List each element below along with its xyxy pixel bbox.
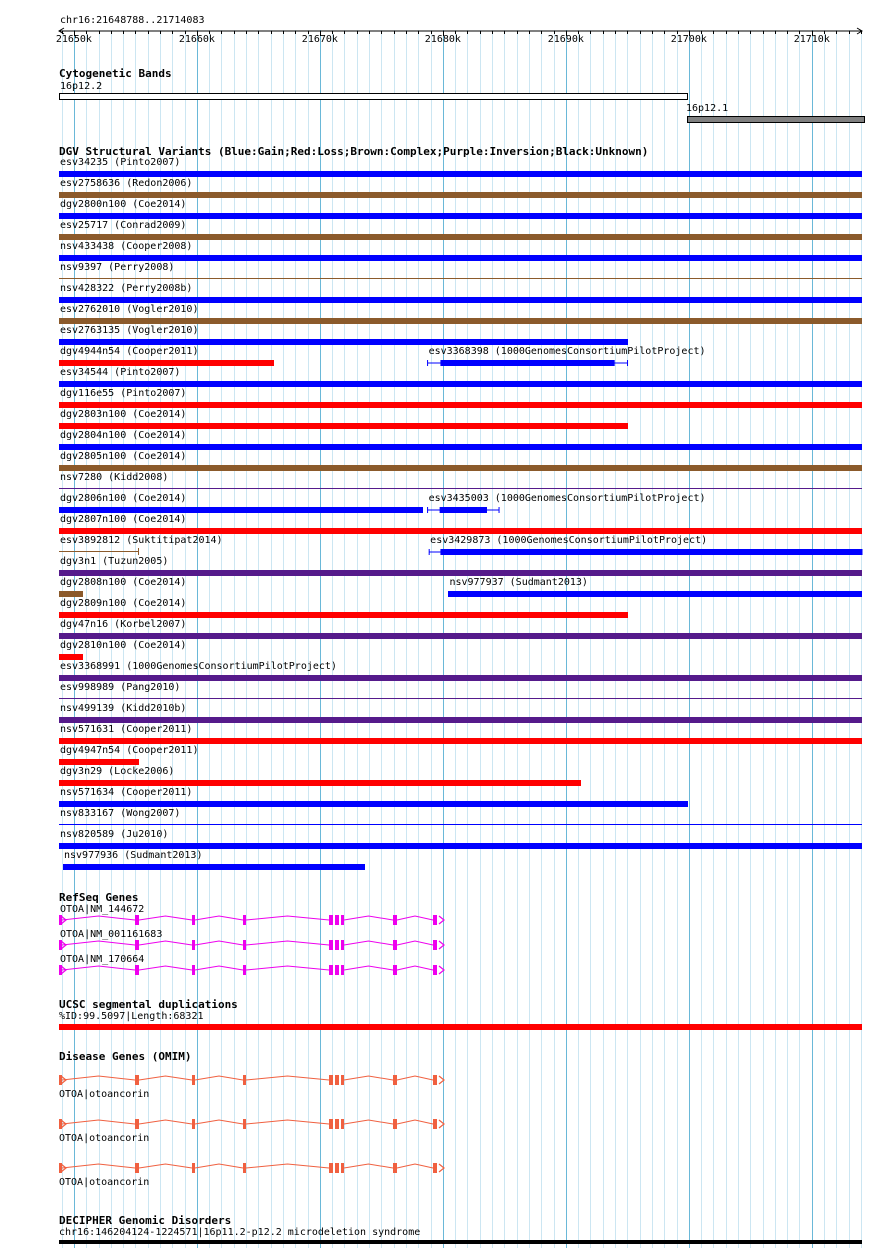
gene-exon [329, 940, 333, 950]
gene-intron [62, 916, 135, 920]
variant-bar[interactable] [448, 591, 862, 597]
gene-exon [243, 940, 246, 950]
gene-intron [195, 1164, 243, 1168]
gene-exon [341, 1075, 344, 1085]
gene-exon [329, 1163, 333, 1173]
gene-intron [139, 1120, 192, 1124]
gene-exon [135, 1163, 139, 1173]
gene-intron [62, 1076, 135, 1080]
variant-label: esv2762010 (Vogler2010) [60, 304, 199, 315]
variant-bar[interactable] [59, 528, 862, 534]
variant-bar[interactable] [59, 570, 862, 576]
gene-intron [139, 966, 192, 970]
gene-intron [62, 1120, 135, 1124]
strand-arrow-icon [439, 1076, 444, 1084]
gene-intron [246, 966, 329, 970]
variant-label: esv25717 (Conrad2009) [60, 220, 187, 231]
variant-label: nsv428322 (Perry2008b) [60, 283, 193, 294]
decipher-label: chr16:146204124-1224571|16p11.2-p12.2 microdeletion syndrome [59, 1227, 421, 1238]
gene-exon [243, 1163, 246, 1173]
cytoband-16p12-1[interactable] [687, 116, 865, 123]
variant-bar[interactable] [59, 675, 862, 681]
gene-intron [246, 1164, 329, 1168]
variant-bar[interactable] [59, 318, 862, 324]
variant-bar[interactable] [59, 234, 862, 240]
ruler-axis [0, 0, 890, 60]
gene-intron [397, 916, 433, 920]
strand-arrow-icon [439, 941, 444, 949]
refseq-gene-model[interactable] [0, 938, 890, 952]
ruler-tick-label: 21660k [178, 34, 215, 45]
variant-label: dgv2804n100 (Coe2014) [60, 430, 187, 441]
variant-bar-thin[interactable] [59, 698, 862, 699]
variant-label: dgv4944n54 (Cooper2011) [60, 346, 199, 357]
variant-bar[interactable] [63, 864, 365, 870]
gene-exon [393, 965, 397, 975]
segdup-feature[interactable] [59, 1024, 862, 1030]
ruler-tick-label: 21680k [424, 34, 461, 45]
gene-label: OTOA|NM_001161683 [60, 929, 163, 940]
variant-bar-thin[interactable] [59, 278, 862, 279]
gene-intron [397, 1164, 433, 1168]
variant-bar[interactable] [59, 801, 688, 807]
strand-arrow-icon [439, 1120, 444, 1128]
variant-label: nsv977937 (Sudmant2013) [449, 577, 588, 588]
gene-exon [192, 915, 195, 925]
gene-intron [195, 1120, 243, 1124]
gene-exon [329, 1119, 333, 1129]
variant-label: dgv2805n100 (Coe2014) [60, 451, 187, 462]
gene-exon [433, 1119, 437, 1129]
track-title-decipher: DECIPHER Genomic Disorders [59, 1214, 232, 1227]
gene-intron [246, 1076, 329, 1080]
gene-label: OTOA|NM_170664 [60, 954, 145, 965]
gene-exon [135, 915, 139, 925]
gene-intron [195, 1076, 243, 1080]
gene-exon [192, 1163, 195, 1173]
variant-bar-thin[interactable] [59, 488, 862, 489]
gene-exon [433, 1075, 437, 1085]
variant-label: esv3368398 (1000GenomesConsortiumPilotProject) [428, 346, 706, 357]
variant-bar[interactable] [59, 654, 83, 660]
gene-exon [341, 940, 344, 950]
gene-exon [341, 1119, 344, 1129]
variant-bar[interactable] [59, 255, 862, 261]
gene-exon [335, 915, 339, 925]
gene-intron [62, 941, 135, 945]
gene-label: OTOA|otoancorin [59, 1089, 150, 1100]
gene-intron [139, 1076, 192, 1080]
gene-exon [329, 915, 333, 925]
gene-intron [344, 1164, 393, 1168]
gene-label: OTOA|NM_144672 [60, 904, 145, 915]
ruler-tick-label: 21700k [670, 34, 707, 45]
variant-label: esv2758636 (Redon2006) [60, 178, 193, 189]
variant-label: dgv2808n100 (Coe2014) [60, 577, 187, 588]
gene-exon [135, 1075, 139, 1085]
variant-label: nsv9397 (Perry2008) [60, 262, 175, 273]
gene-exon [329, 965, 333, 975]
gene-label: OTOA|otoancorin [59, 1177, 150, 1188]
gene-exon [192, 940, 195, 950]
variant-bar[interactable] [59, 444, 862, 450]
gene-intron [397, 1076, 433, 1080]
variant-segment [440, 549, 862, 555]
variant-label: dgv2807n100 (Coe2014) [60, 514, 187, 525]
track-title-omim: Disease Genes (OMIM) [59, 1050, 192, 1063]
variant-label: esv3429873 (1000GenomesConsortiumPilotProject) [430, 535, 708, 546]
variant-segment [440, 360, 614, 366]
gene-exon [335, 1163, 339, 1173]
gene-exon [335, 965, 339, 975]
variant-bar[interactable] [59, 759, 139, 765]
gene-intron [344, 1120, 393, 1124]
variant-bar-thin[interactable] [59, 824, 862, 825]
gene-exon [341, 1163, 344, 1173]
gene-intron [139, 916, 192, 920]
variant-label: nsv833167 (Wong2007) [60, 808, 181, 819]
variant-bar[interactable] [59, 423, 628, 429]
variant-label: nsv433438 (Cooper2008) [60, 241, 193, 252]
gene-exon [192, 965, 195, 975]
track-title-dgv: DGV Structural Variants (Blue:Gain;Red:Loss;Brown:Complex;Purple:Inversion;Black:Unknown) [59, 145, 649, 158]
gene-exon [433, 915, 437, 925]
gene-exon [433, 1163, 437, 1173]
variant-label: dgv2810n100 (Coe2014) [60, 640, 187, 651]
gene-exon [135, 940, 139, 950]
variant-label: nsv977936 (Sudmant2013) [64, 850, 203, 861]
track-title-segdup: UCSC segmental duplications [59, 998, 238, 1011]
gene-intron [195, 916, 243, 920]
strand-arrow-icon [439, 966, 444, 974]
variant-label: esv3435003 (1000GenomesConsortiumPilotProject) [428, 493, 706, 504]
variant-label: nsv571634 (Cooper2011) [60, 787, 193, 798]
gene-label: OTOA|otoancorin [59, 1133, 150, 1144]
variant-label: esv34544 (Pinto2007) [60, 367, 181, 378]
gene-exon [393, 915, 397, 925]
variant-label: esv3892812 (Suktitipat2014) [60, 535, 223, 546]
variant-label: dgv116e55 (Pinto2007) [60, 388, 187, 399]
variant-bar[interactable] [59, 297, 862, 303]
variant-bar[interactable] [59, 843, 862, 849]
variant-label: dgv3n29 (Locke2006) [60, 766, 175, 777]
strand-arrow-icon [439, 1164, 444, 1172]
omim-gene-model[interactable] [0, 1117, 890, 1131]
decipher-feature[interactable] [59, 1240, 862, 1244]
cytoband-label: 16p12.1 [686, 103, 729, 114]
ruler-tick-label: 21650k [55, 34, 92, 45]
variant-label: dgv47n16 (Korbel2007) [60, 619, 187, 630]
variant-bar[interactable] [59, 717, 862, 723]
gene-exon [243, 1075, 246, 1085]
gene-exon [335, 940, 339, 950]
ruler-chrom-label: chr16:21648788..21714083 [60, 15, 205, 26]
gene-exon [243, 915, 246, 925]
gene-intron [246, 1120, 329, 1124]
gene-intron [397, 1120, 433, 1124]
refseq-gene-model[interactable] [0, 913, 890, 927]
gene-intron [195, 966, 243, 970]
variant-bar[interactable] [59, 780, 581, 786]
gene-intron [139, 1164, 192, 1168]
variant-label: nsv7280 (Kidd2008) [60, 472, 169, 483]
gene-intron [62, 1164, 135, 1168]
variant-label: esv2763135 (Vogler2010) [60, 325, 199, 336]
gene-exon [433, 940, 437, 950]
gene-exon [335, 1075, 339, 1085]
variant-bar[interactable] [59, 213, 862, 219]
variant-bar[interactable] [59, 171, 862, 177]
variant-bar[interactable] [59, 192, 862, 198]
gene-exon [192, 1075, 195, 1085]
gene-exon [393, 1163, 397, 1173]
variant-segment [440, 507, 487, 513]
variant-label: nsv571631 (Cooper2011) [60, 724, 193, 735]
gene-intron [397, 966, 433, 970]
gene-intron [195, 941, 243, 945]
gene-exon [192, 1119, 195, 1129]
cytoband-16p12-2[interactable] [59, 93, 688, 100]
gene-intron [344, 941, 393, 945]
variant-label: esv998989 (Pang2010) [60, 682, 181, 693]
variant-bar[interactable] [59, 381, 862, 387]
gene-exon [243, 965, 246, 975]
variant-label: esv3368991 (1000GenomesConsortiumPilotProject) [60, 661, 337, 672]
gene-intron [62, 966, 135, 970]
variant-bar[interactable] [59, 402, 862, 408]
track-title-cytoband: Cytogenetic Bands [59, 67, 172, 80]
ruler-tick-label: 21710k [793, 34, 830, 45]
gene-exon [135, 1119, 139, 1129]
variant-label: dgv2806n100 (Coe2014) [60, 493, 187, 504]
gene-intron [344, 916, 393, 920]
variant-label: dgv2809n100 (Coe2014) [60, 598, 187, 609]
gene-intron [344, 1076, 393, 1080]
gene-exon [433, 965, 437, 975]
variant-label: nsv820589 (Ju2010) [60, 829, 169, 840]
variant-bar[interactable] [59, 738, 862, 744]
gene-exon [329, 1075, 333, 1085]
cytoband-label: 16p12.2 [60, 81, 103, 92]
gene-intron [246, 941, 329, 945]
gene-intron [246, 916, 329, 920]
gene-exon [341, 965, 344, 975]
gene-exon [393, 940, 397, 950]
gene-exon [341, 915, 344, 925]
omim-gene-model[interactable] [0, 1073, 890, 1087]
gene-exon [243, 1119, 246, 1129]
gene-intron [139, 941, 192, 945]
gene-exon [393, 1075, 397, 1085]
gene-exon [393, 1119, 397, 1129]
variant-bar[interactable] [59, 465, 862, 471]
gene-intron [344, 966, 393, 970]
track-title-refseq: RefSeq Genes [59, 891, 139, 904]
gene-exon [335, 1119, 339, 1129]
refseq-gene-model[interactable] [0, 963, 890, 977]
omim-gene-model[interactable] [0, 1161, 890, 1175]
gene-exon [135, 965, 139, 975]
variant-label: dgv2803n100 (Coe2014) [60, 409, 187, 420]
variant-label: dgv3n1 (Tuzun2005) [60, 556, 169, 567]
ruler-tick-label: 21670k [301, 34, 338, 45]
gene-intron [397, 941, 433, 945]
ruler-tick-label: 21690k [547, 34, 584, 45]
variant-bar[interactable] [59, 633, 862, 639]
strand-arrow-icon [439, 916, 444, 924]
variant-bar[interactable] [59, 612, 628, 618]
variant-bar[interactable] [59, 591, 83, 597]
variant-label: dgv2800n100 (Coe2014) [60, 199, 187, 210]
variant-label: dgv4947n54 (Cooper2011) [60, 745, 199, 756]
variant-bar[interactable] [59, 339, 628, 345]
variant-label: nsv499139 (Kidd2010b) [60, 703, 187, 714]
segdup-label: %ID:99.5097|Length:68321 [59, 1011, 204, 1022]
variant-label: esv34235 (Pinto2007) [60, 157, 181, 168]
